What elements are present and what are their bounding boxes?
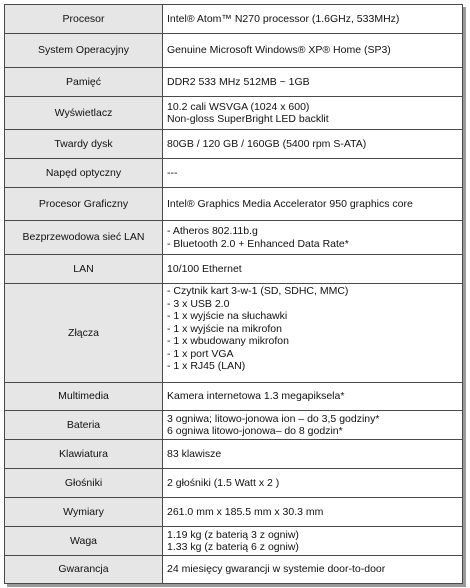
- spec-value: [163, 5, 463, 34]
- spec-value-line: - 1 x wyjście na mikrofon: [167, 322, 282, 335]
- spec-value-line: 80GB / 120 GB / 160GB (5400 rpm S-ATA): [167, 137, 367, 150]
- spec-value-line: 24 miesięcy gwarancji w systemie door-to-door: [167, 563, 386, 576]
- spec-row: [5, 159, 463, 188]
- spec-row: [5, 5, 463, 34]
- spec-value-line: 83 klawisze: [167, 447, 222, 460]
- spec-label: Wyświetlacz: [5, 97, 163, 130]
- spec-value: [163, 440, 463, 469]
- spec-table: [4, 4, 463, 584]
- spec-value: [163, 68, 463, 97]
- spec-value: [163, 411, 463, 440]
- spec-row: [5, 469, 463, 498]
- spec-value-line: 10.2 cali WSVGA (1024 x 600): [167, 100, 310, 113]
- spec-value-line: 2 głośniki (1.5 Watt x 2 ): [167, 476, 280, 489]
- spec-value: [163, 527, 463, 556]
- spec-value-line: - 1 x wyjście na słuchawki: [167, 310, 288, 322]
- spec-value-line: Intel® Atom™ N270 processor (1.6GHz, 533MHz): [167, 12, 400, 25]
- spec-value: [163, 556, 463, 584]
- spec-label: Bezprzewodowa sieć LAN: [5, 221, 163, 255]
- spec-label: Gwarancja: [5, 556, 163, 584]
- spec-label: Twardy dysk: [5, 130, 163, 159]
- spec-row: [5, 255, 463, 284]
- spec-value-line: Intel® Graphics Media Accelerator 950 graphics core: [167, 197, 413, 210]
- spec-row: [5, 383, 463, 411]
- spec-row: [5, 221, 463, 255]
- spec-value-line: Non-gloss SuperBright LED backlit: [167, 113, 329, 125]
- spec-row: [5, 34, 463, 68]
- spec-value-line: - 1 x RJ45 (LAN): [167, 360, 246, 372]
- spec-value-line: 6 ogniwa litowo-jonowa– do 8 godzin*: [167, 425, 343, 437]
- spec-label: Głośniki: [5, 469, 163, 498]
- spec-label: Złącza: [5, 284, 163, 383]
- spec-value: [163, 383, 463, 411]
- spec-value-line: Genuine Microsoft Windows® XP® Home (SP3): [167, 44, 391, 57]
- spec-row: [5, 556, 463, 584]
- spec-value: [163, 188, 463, 221]
- spec-value-line: - Bluetooth 2.0 + Enhanced Data Rate*: [167, 237, 349, 250]
- spec-value-line: - Czytnik kart 3-w-1 (SD, SDHC, MMC): [167, 285, 349, 297]
- spec-label: Procesor Graficzny: [5, 188, 163, 221]
- spec-label: LAN: [5, 255, 163, 284]
- spec-label: System Operacyjny: [5, 34, 163, 68]
- spec-value-line: 1.19 kg (z baterią 3 z ogniw): [167, 528, 299, 541]
- spec-label: Wymiary: [5, 498, 163, 527]
- spec-value-line: ---: [167, 166, 178, 179]
- spec-row: [5, 284, 463, 383]
- spec-value: [163, 469, 463, 498]
- spec-label: Multimedia: [5, 383, 163, 411]
- spec-value-line: - 1 x wbudowany mikrofon: [167, 335, 289, 347]
- spec-value-line: - 3 x USB 2.0: [167, 297, 230, 310]
- spec-label: Bateria: [5, 411, 163, 440]
- spec-value: [163, 255, 463, 284]
- spec-value: [163, 159, 463, 188]
- spec-row: [5, 97, 463, 130]
- spec-label: Klawiatura: [5, 440, 163, 469]
- spec-value-line: 10/100 Ethernet: [167, 262, 242, 275]
- spec-row: [5, 498, 463, 527]
- spec-value-line: Kamera internetowa 1.3 megapiksela*: [167, 390, 345, 403]
- spec-row: [5, 130, 463, 159]
- spec-row: [5, 68, 463, 97]
- spec-row: [5, 527, 463, 556]
- spec-value: [163, 34, 463, 68]
- spec-value: [163, 498, 463, 527]
- spec-value: [163, 97, 463, 130]
- spec-label: Pamięć: [5, 68, 163, 97]
- spec-table-body: [5, 5, 463, 584]
- spec-row: [5, 411, 463, 440]
- spec-row: [5, 188, 463, 221]
- spec-row: [5, 440, 463, 469]
- spec-value-line: 261.0 mm x 185.5 mm x 30.3 mm: [167, 505, 324, 518]
- spec-label: Waga: [5, 527, 163, 556]
- spec-value: [163, 221, 463, 255]
- spec-value: [163, 130, 463, 159]
- spec-value: [163, 284, 463, 383]
- spec-value-line: DDR2 533 MHz 512MB ~ 1GB: [167, 75, 310, 88]
- spec-value-line: - 1 x port VGA: [167, 347, 234, 360]
- spec-value-line: - Atheros 802.11b.g: [167, 225, 258, 237]
- spec-value-line: 3 ogniwa; litowo-jonowa ion – do 3,5 godziny*: [167, 412, 380, 425]
- spec-label: Napęd optyczny: [5, 159, 163, 188]
- spec-value-line: 1.33 kg (z baterią 6 z ogniw): [167, 541, 299, 553]
- spec-label: Procesor: [5, 5, 163, 34]
